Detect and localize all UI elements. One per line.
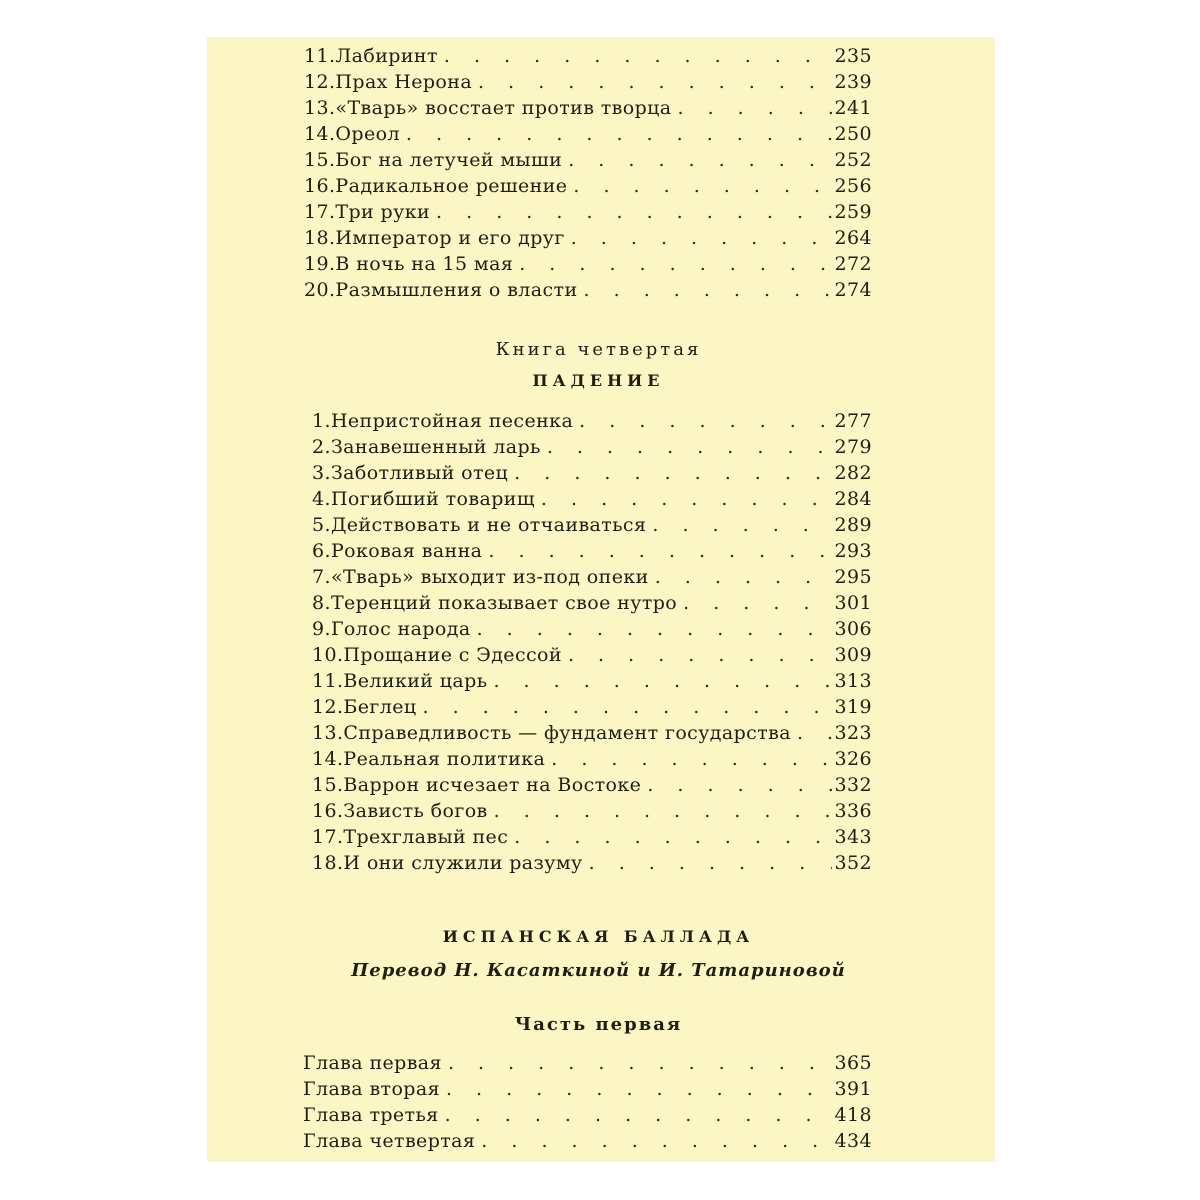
toc-entry: Глава третья . . . 418 (303, 1102, 872, 1128)
toc-entry: 8. Теренций показывает свое нутро . . . 301 (312, 590, 872, 616)
toc-entry: 17. Трехглавый пес . . . 343 (312, 824, 872, 850)
toc-entry: 15. Бог на летучей мыши . . . 252 (304, 147, 872, 173)
spanish-ballad-heading: ИСПАНСКАЯ БАЛЛАДА (442, 927, 755, 946)
toc-entry: 20. Размышления о власти . . . 274 (304, 277, 872, 303)
toc-entry: 10. Прощание с Эдессой . . . 309 (312, 642, 872, 668)
toc-entry: 19. В ночь на 15 мая . . . 272 (304, 251, 872, 277)
toc-entry: 1. Непристойная песенка . . . 277 (312, 408, 872, 434)
toc-section-book-four (312, 408, 872, 876)
toc-entry: 5. Действовать и не отчаиваться . . . 289 (312, 512, 872, 538)
toc-entry: 14. Реальная политика . . . 326 (312, 746, 872, 772)
book-page (207, 37, 995, 1162)
book-four-heading: Книга четвертая (495, 339, 702, 360)
toc-entry: 12. Беглец . . . 319 (312, 694, 872, 720)
toc-entry: 18. И они служили разуму . . . 352 (312, 850, 872, 876)
toc-entry: 6. Роковая ванна . . . 293 (312, 538, 872, 564)
book-four-subheading: ПАДЕНИЕ (532, 371, 665, 390)
toc-entry: 13. «Тварь» восстает против творца . . . 241 (304, 95, 872, 121)
toc-entry: 15. Варрон исчезает на Востоке . . . 332 (312, 772, 872, 798)
toc-entry: 4. Погибший товарищ . . . 284 (312, 486, 872, 512)
toc-section-continued (304, 43, 872, 303)
toc-entry: 17. Три руки . . . 259 (304, 199, 872, 225)
toc-entry: 13. Справедливость — фундамент государства . . . 323 (312, 720, 872, 746)
toc-entry: 14. Ореол . . . 250 (304, 121, 872, 147)
translators-line: Перевод Н. Касаткиной и И. Татариновой (351, 960, 846, 981)
toc-entry: Глава вторая . . . 391 (303, 1076, 872, 1102)
toc-section-chapters (303, 1050, 872, 1154)
toc-entry: 16. Зависть богов . . . 336 (312, 798, 872, 824)
toc-entry: 16. Радикальное решение . . . 256 (304, 173, 872, 199)
toc-entry: 12. Прах Нерона . . . 239 (304, 69, 872, 95)
toc-entry: 18. Император и его друг . . . 264 (304, 225, 872, 251)
toc-entry: 3. Заботливый отец . . . 282 (312, 460, 872, 486)
part-one-heading: Часть первая (514, 1014, 683, 1035)
toc-entry: Глава первая . . . 365 (303, 1050, 872, 1076)
toc-entry: 9. Голос народа . . . 306 (312, 616, 872, 642)
toc-entry: 11. Великий царь . . . 313 (312, 668, 872, 694)
toc-entry: 7. «Тварь» выходит из-под опеки . . . 295 (312, 564, 872, 590)
toc-entry: 11. Лабиринт . . . 235 (304, 43, 872, 69)
toc-entry: 2. Занавешенный ларь . . . 279 (312, 434, 872, 460)
toc-entry: Глава четвертая . . . 434 (303, 1128, 872, 1154)
